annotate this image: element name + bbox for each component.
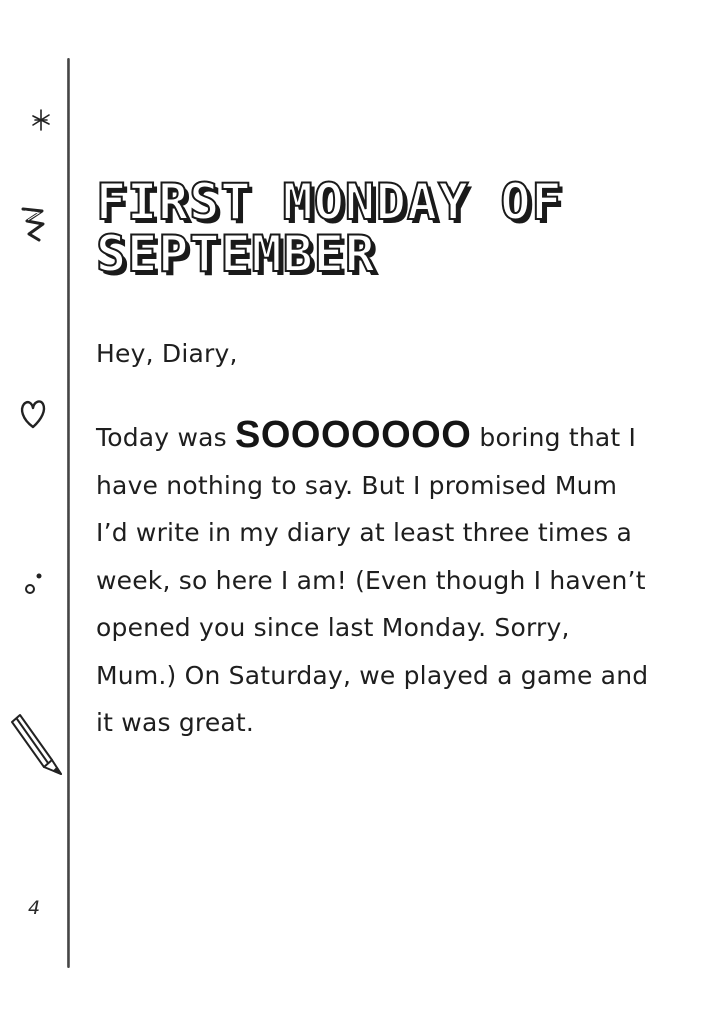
page-number: 4 xyxy=(28,897,41,919)
entry-body xyxy=(96,412,656,747)
body-text-start: Today was xyxy=(96,423,235,452)
zigzag-icon xyxy=(18,204,48,246)
dots-icon xyxy=(22,570,46,596)
margin-line xyxy=(67,58,70,968)
entry-greeting: Hey, Diary, xyxy=(96,339,238,368)
body-text-rest: boring that I have nothing to say. But I promised Mum I’d write in my diary at least three times a week, so here I am! (Even though I haven’t opened you since last Monday. Sorry, Mum.) On Saturday, we played a game and it was great. xyxy=(96,423,649,737)
asterisk-icon xyxy=(30,108,52,132)
emphasis-word: SOOOOOOO xyxy=(235,414,472,456)
entry-title: FIRST MONDAY OF SEPTEMBER xyxy=(96,173,563,283)
pencil-icon xyxy=(8,712,66,778)
heart-icon xyxy=(18,397,48,431)
diary-entry xyxy=(96,330,656,747)
